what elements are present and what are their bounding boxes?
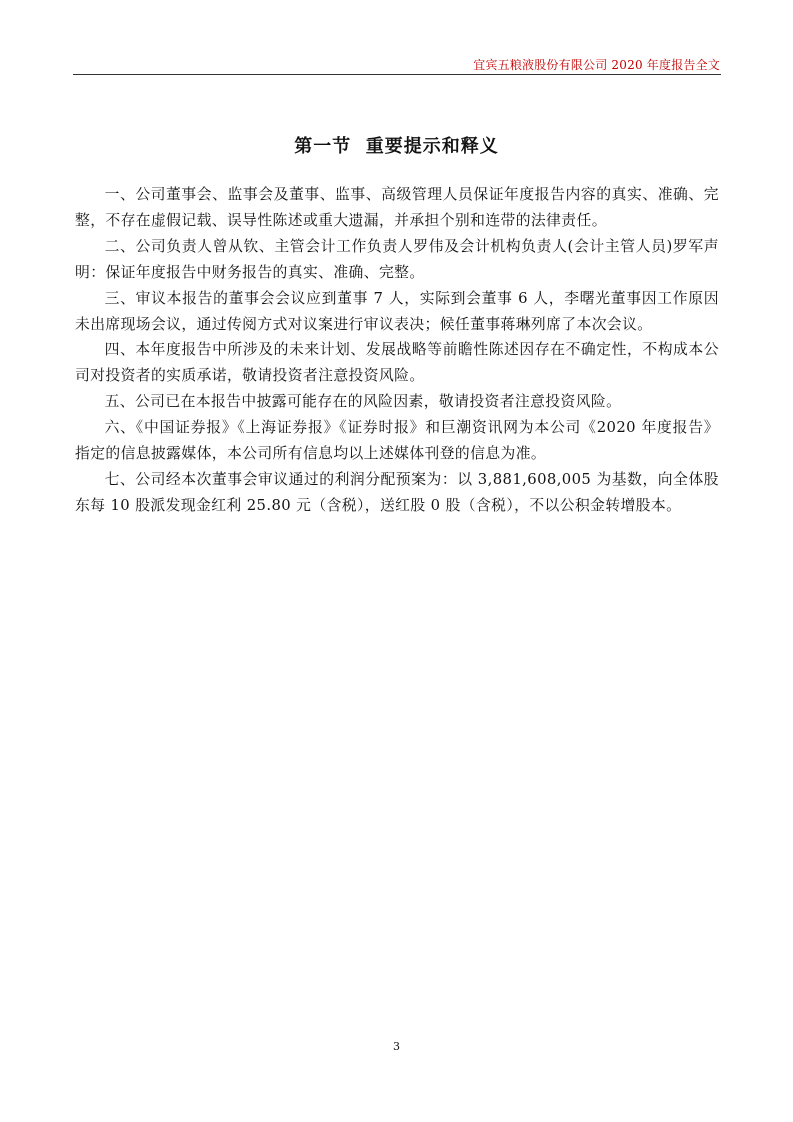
running-header: 宜宾五粮液股份有限公司 2020 年度报告全文: [473, 58, 720, 72]
notice-paragraph-3: 三、审议本报告的董事会会议应到董事 7 人，实际到会董事 6 人，李曙光董事因工作原因未出席现场会议，通过传阅方式对议案进行审议表决；候任董事蒋琳列席了本次会议。: [75, 289, 719, 333]
notice-body: [75, 182, 719, 519]
notice-paragraph-7: 七、公司经本次董事会审议通过的利润分配预案为：以 3,881,608,005 为基数，向全体股东每 10 股派发现金红利 25.80 元（含税），送红股 0 股（含税），不以公积金转增股本。: [75, 470, 719, 514]
notice-paragraph-4: 四、本年度报告中所涉及的未来计划、发展战略等前瞻性陈述因存在不确定性，不构成本公司对投资者的实质承诺，敬请投资者注意投资风险。: [75, 341, 719, 385]
notice-paragraph-6: 六、《中国证券报》《上海证券报》《证券时报》和巨潮资讯网为本公司《2020 年度报告》指定的信息披露媒体，本公司所有信息均以上述媒体刊登的信息为准。: [75, 419, 719, 463]
notice-paragraph-2: 二、公司负责人曾从钦、主管会计工作负责人罗伟及会计机构负责人(会计主管人员)罗军声明：保证年度报告中财务报告的真实、准确、完整。: [75, 237, 719, 281]
notice-paragraph-5: 五、公司已在本报告中披露可能存在的风险因素，敬请投资者注意投资风险。: [104, 393, 622, 411]
header-divider: [73, 74, 721, 75]
notice-paragraph-1: 一、公司董事会、监事会及董事、监事、高级管理人员保证年度报告内容的真实、准确、完整，不存在虚假记载、误导性陈述或重大遗漏，并承担个别和连带的法律责任。: [75, 186, 719, 229]
section-title: 第一节 重要提示和释义: [294, 136, 499, 158]
page-number: 3: [393, 1040, 400, 1053]
